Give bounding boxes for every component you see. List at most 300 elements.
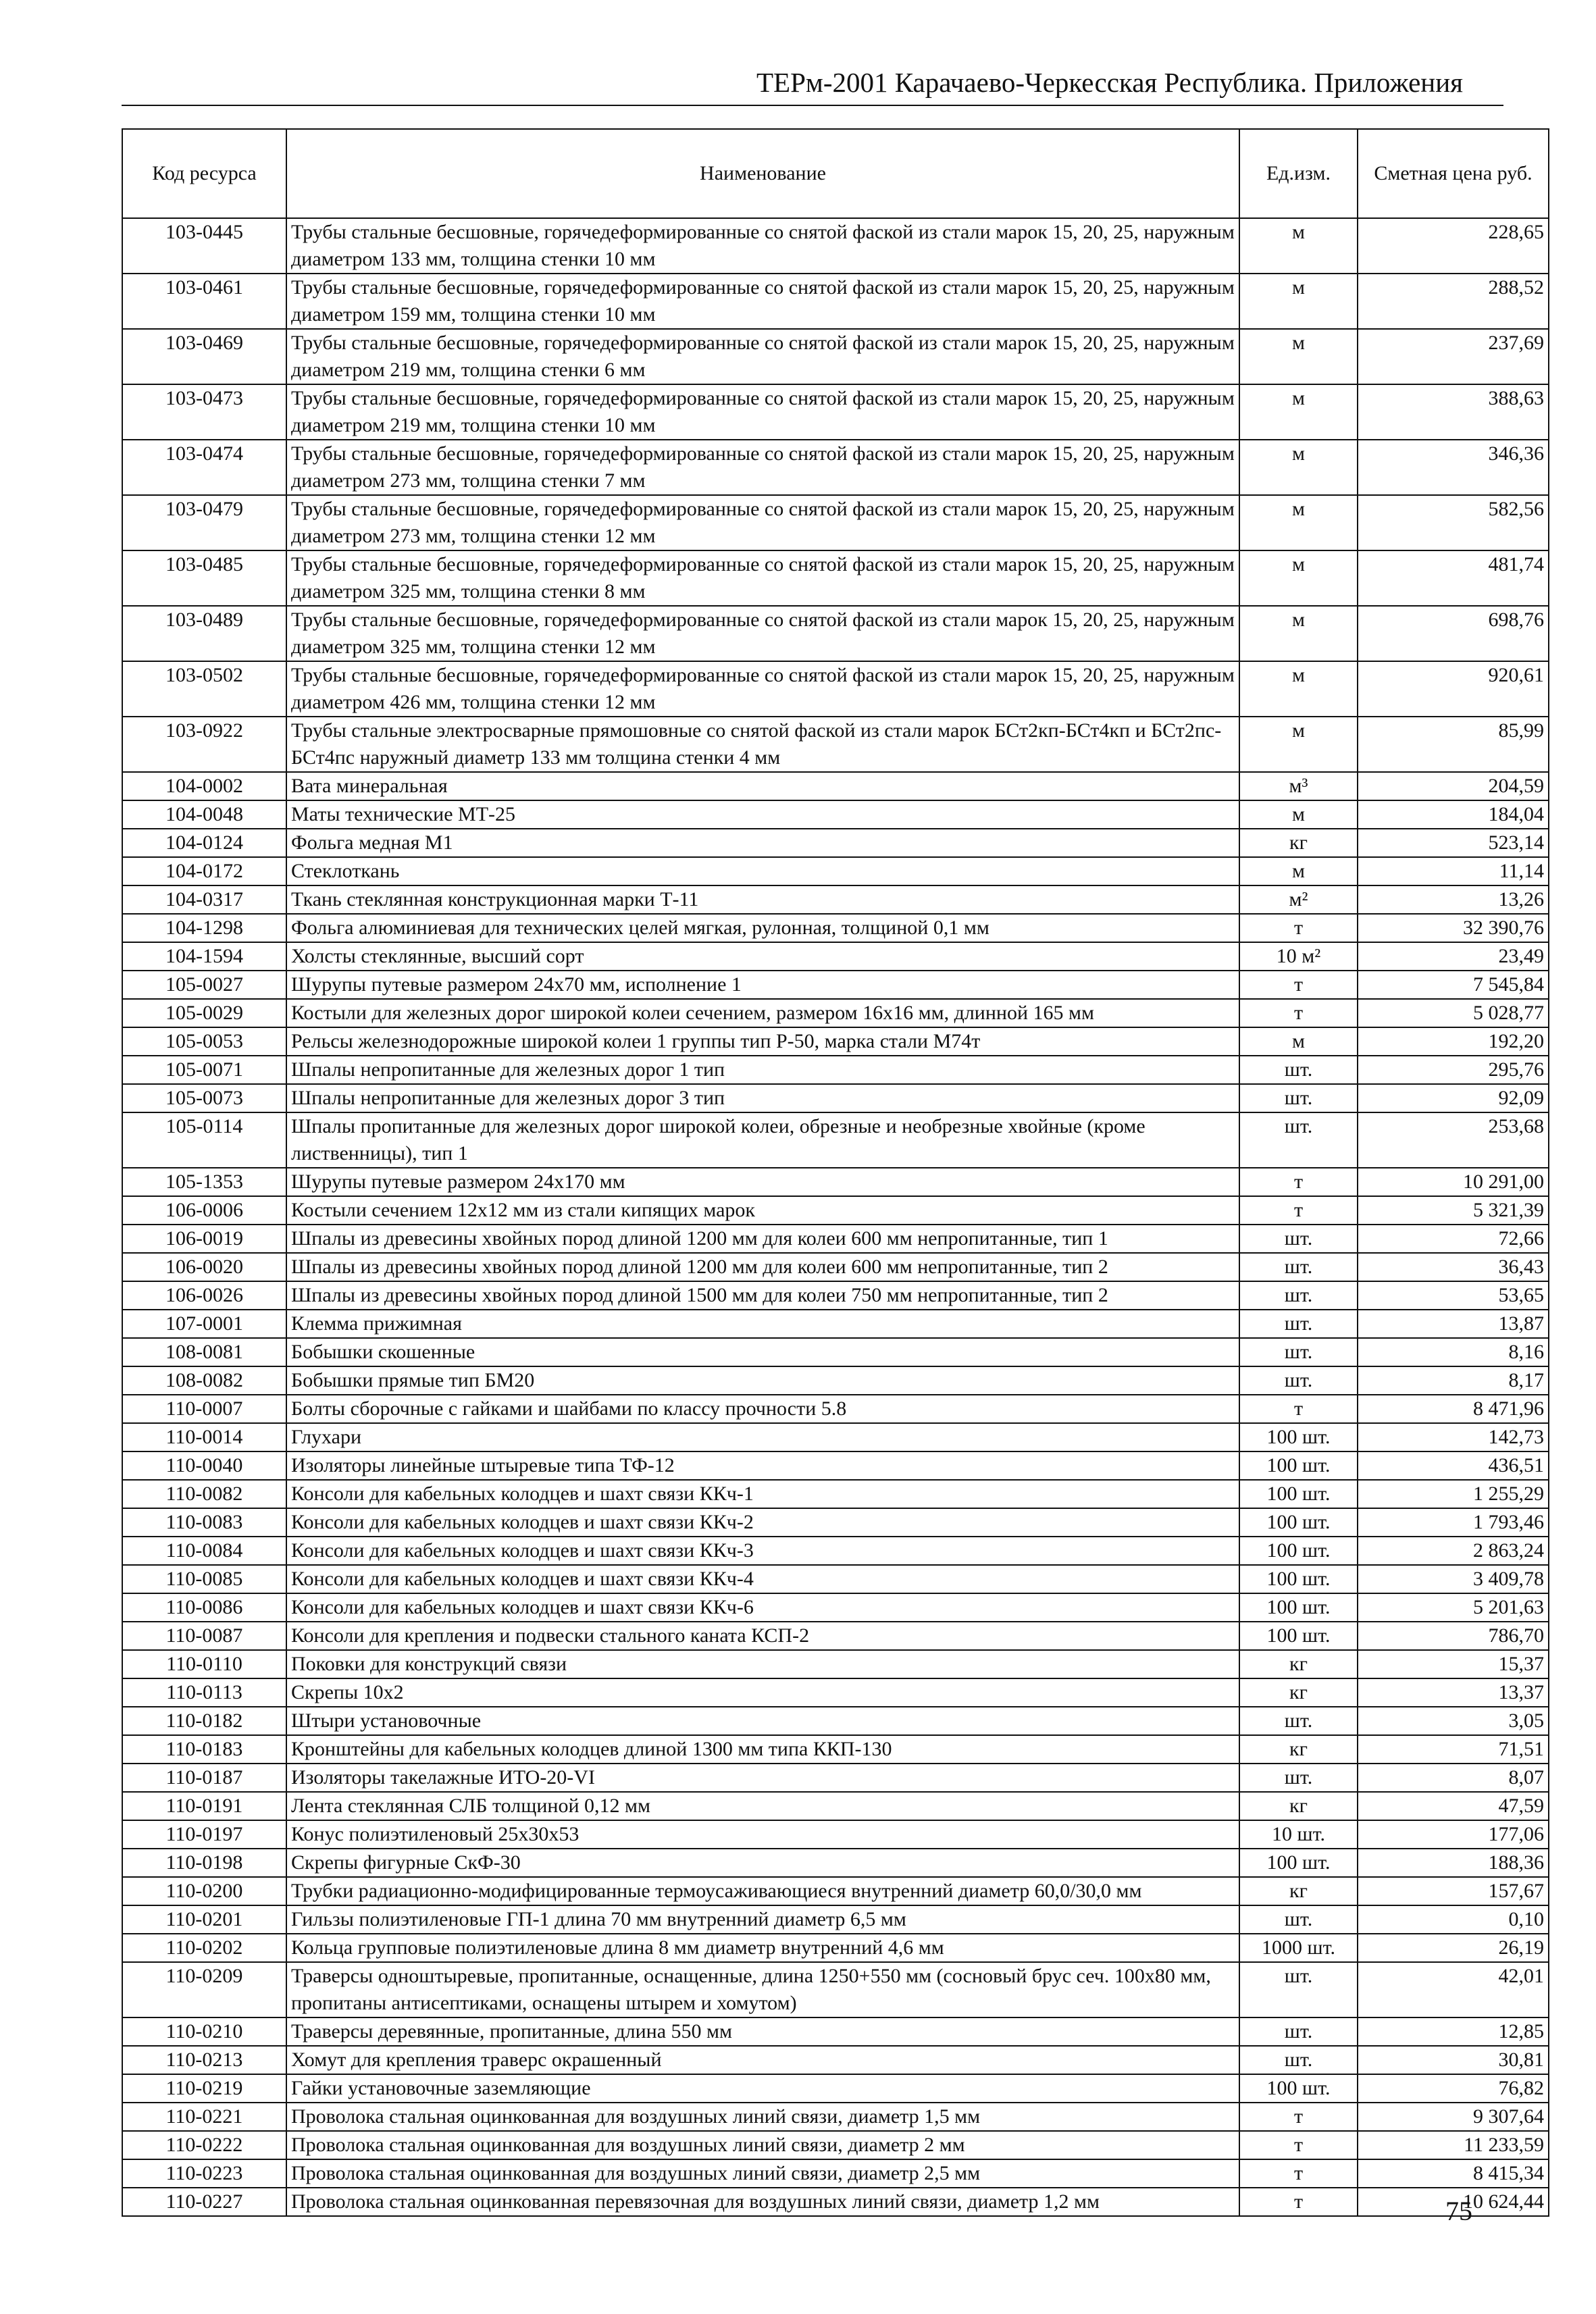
cell-price: 0,10 bbox=[1358, 1905, 1549, 1934]
cell-name: Изоляторы такелажные ИТО-20-VI bbox=[286, 1764, 1239, 1792]
cell-code: 103-0485 bbox=[122, 550, 286, 606]
cell-name: Проволока стальная оцинкованная перевязочная для воздушных линий связи, диаметр 1,2 мм bbox=[286, 2188, 1239, 2216]
cell-code: 110-0223 bbox=[122, 2159, 286, 2188]
cell-name: Трубы стальные бесшовные, горячедеформированные со снятой фаской из стали марок 15, 20, 25, наружным диаметром 159 мм, толщина стенки 10 мм bbox=[286, 274, 1239, 329]
table-row bbox=[122, 2074, 1549, 2103]
cell-unit: шт. bbox=[1239, 1338, 1358, 1366]
cell-unit: м bbox=[1239, 329, 1358, 384]
cell-name: Шпалы непропитанные для железных дорог 3 тип bbox=[286, 1084, 1239, 1112]
cell-code: 103-0502 bbox=[122, 661, 286, 717]
cell-name: Фольга медная М1 bbox=[286, 829, 1239, 857]
cell-price: 5 321,39 bbox=[1358, 1196, 1549, 1225]
cell-unit: т bbox=[1239, 2131, 1358, 2159]
cell-price: 204,59 bbox=[1358, 772, 1549, 800]
cell-name: Шурупы путевые размером 24х70 мм, исполнение 1 bbox=[286, 971, 1239, 999]
table-row bbox=[122, 772, 1549, 800]
cell-price: 2 863,24 bbox=[1358, 1537, 1549, 1565]
cell-unit: шт. bbox=[1239, 1253, 1358, 1281]
cell-price: 228,65 bbox=[1358, 218, 1549, 274]
cell-code: 106-0006 bbox=[122, 1196, 286, 1225]
cell-code: 105-0073 bbox=[122, 1084, 286, 1112]
cell-name: Шпалы непропитанные для железных дорог 1 тип bbox=[286, 1056, 1239, 1084]
cell-unit: т bbox=[1239, 999, 1358, 1027]
table-row bbox=[122, 1622, 1549, 1650]
table-row bbox=[122, 1735, 1549, 1764]
cell-name: Скрепы фигурные СкФ-30 bbox=[286, 1849, 1239, 1877]
cell-price: 8 415,34 bbox=[1358, 2159, 1549, 2188]
column-header-unit: Ед.изм. bbox=[1239, 129, 1358, 218]
cell-unit: кг bbox=[1239, 1735, 1358, 1764]
cell-code: 105-0114 bbox=[122, 1112, 286, 1168]
cell-code: 110-0187 bbox=[122, 1764, 286, 1792]
cell-price: 8,17 bbox=[1358, 1366, 1549, 1395]
cell-unit: м bbox=[1239, 495, 1358, 550]
cell-code: 110-0221 bbox=[122, 2103, 286, 2131]
cell-price: 523,14 bbox=[1358, 829, 1549, 857]
cell-name: Стеклоткань bbox=[286, 857, 1239, 885]
cell-unit: шт. bbox=[1239, 1084, 1358, 1112]
cell-name: Траверсы деревянные, пропитанные, длина 550 мм bbox=[286, 2017, 1239, 2046]
cell-name: Консоли для кабельных колодцев и шахт связи ККч-3 bbox=[286, 1537, 1239, 1565]
cell-price: 10 624,44 bbox=[1358, 2188, 1549, 2216]
cell-price: 47,59 bbox=[1358, 1792, 1549, 1820]
table-row bbox=[122, 857, 1549, 885]
cell-code: 106-0026 bbox=[122, 1281, 286, 1310]
cell-unit: м bbox=[1239, 440, 1358, 495]
cell-code: 103-0922 bbox=[122, 717, 286, 772]
cell-price: 388,63 bbox=[1358, 384, 1549, 440]
cell-name: Ткань стеклянная конструкционная марки Т-11 bbox=[286, 885, 1239, 914]
cell-price: 157,67 bbox=[1358, 1877, 1549, 1905]
table-row bbox=[122, 1820, 1549, 1849]
cell-name: Изоляторы линейные штыревые типа ТФ-12 bbox=[286, 1451, 1239, 1480]
column-header-code: Код ресурса bbox=[122, 129, 286, 218]
cell-unit: 100 шт. bbox=[1239, 1565, 1358, 1593]
table-row bbox=[122, 329, 1549, 384]
cell-unit: 100 шт. bbox=[1239, 1451, 1358, 1480]
cell-price: 1 255,29 bbox=[1358, 1480, 1549, 1508]
cell-code: 107-0001 bbox=[122, 1310, 286, 1338]
cell-code: 103-0474 bbox=[122, 440, 286, 495]
cell-code: 110-0202 bbox=[122, 1934, 286, 1962]
cell-unit: м bbox=[1239, 606, 1358, 661]
cell-price: 71,51 bbox=[1358, 1735, 1549, 1764]
cell-code: 110-0210 bbox=[122, 2017, 286, 2046]
cell-unit: шт. bbox=[1239, 1905, 1358, 1934]
table-row bbox=[122, 661, 1549, 717]
table-row bbox=[122, 1084, 1549, 1112]
table-body bbox=[122, 218, 1549, 2216]
cell-code: 110-0213 bbox=[122, 2046, 286, 2074]
cell-code: 110-0084 bbox=[122, 1537, 286, 1565]
table-row bbox=[122, 1480, 1549, 1508]
cell-name: Клемма прижимная bbox=[286, 1310, 1239, 1338]
table-row bbox=[122, 1508, 1549, 1537]
column-header-price: Сметная цена руб. bbox=[1358, 129, 1549, 218]
cell-name: Гильзы полиэтиленовые ГП-1 длина 70 мм внутренний диаметр 6,5 мм bbox=[286, 1905, 1239, 1934]
cell-unit: м bbox=[1239, 218, 1358, 274]
cell-code: 110-0198 bbox=[122, 1849, 286, 1877]
cell-price: 76,82 bbox=[1358, 2074, 1549, 2103]
cell-price: 23,49 bbox=[1358, 942, 1549, 971]
cell-code: 110-0110 bbox=[122, 1650, 286, 1678]
cell-unit: м³ bbox=[1239, 772, 1358, 800]
table-row bbox=[122, 1196, 1549, 1225]
cell-name: Вата минеральная bbox=[286, 772, 1239, 800]
cell-price: 8,16 bbox=[1358, 1338, 1549, 1366]
cell-unit: 10 м² bbox=[1239, 942, 1358, 971]
cell-name: Конус полиэтиленовый 25х30х53 bbox=[286, 1820, 1239, 1849]
cell-code: 103-0479 bbox=[122, 495, 286, 550]
cell-price: 13,26 bbox=[1358, 885, 1549, 914]
table-row bbox=[122, 440, 1549, 495]
cell-unit: шт. bbox=[1239, 2017, 1358, 2046]
cell-unit: шт. bbox=[1239, 1764, 1358, 1792]
cell-code: 108-0081 bbox=[122, 1338, 286, 1366]
cell-code: 103-0469 bbox=[122, 329, 286, 384]
cell-unit: шт. bbox=[1239, 1310, 1358, 1338]
cell-name: Гайки установочные заземляющие bbox=[286, 2074, 1239, 2103]
cell-code: 110-0083 bbox=[122, 1508, 286, 1537]
table-row bbox=[122, 1395, 1549, 1423]
cell-code: 104-0172 bbox=[122, 857, 286, 885]
table-row bbox=[122, 1310, 1549, 1338]
cell-price: 32 390,76 bbox=[1358, 914, 1549, 942]
table-row bbox=[122, 942, 1549, 971]
cell-name: Трубы стальные бесшовные, горячедеформированные со снятой фаской из стали марок 15, 20, 25, наружным диаметром 219 мм, толщина стенки 6 мм bbox=[286, 329, 1239, 384]
cell-name: Рельсы железнодорожные широкой колеи 1 группы тип Р-50, марка стали М74т bbox=[286, 1027, 1239, 1056]
table-row bbox=[122, 1451, 1549, 1480]
cell-code: 103-0473 bbox=[122, 384, 286, 440]
cell-unit: м bbox=[1239, 550, 1358, 606]
cell-unit: кг bbox=[1239, 829, 1358, 857]
cell-name: Консоли для кабельных колодцев и шахт связи ККч-1 bbox=[286, 1480, 1239, 1508]
table-row bbox=[122, 218, 1549, 274]
cell-name: Проволока стальная оцинкованная для воздушных линий связи, диаметр 2 мм bbox=[286, 2131, 1239, 2159]
table-row bbox=[122, 1027, 1549, 1056]
page-header-title: ТЕРм-2001 Карачаево-Черкесская Республика. Приложения bbox=[756, 67, 1464, 98]
cell-name: Траверсы одноштыревые, пропитанные, оснащенные, длина 1250+550 мм (сосновый брус сеч. 100х80 мм, пропитаны антисептиками, оснащены штырем и хомутом) bbox=[286, 1962, 1239, 2017]
table-row bbox=[122, 1168, 1549, 1196]
cell-code: 110-0191 bbox=[122, 1792, 286, 1820]
cell-code: 103-0445 bbox=[122, 218, 286, 274]
cell-price: 26,19 bbox=[1358, 1934, 1549, 1962]
cell-price: 53,65 bbox=[1358, 1281, 1549, 1310]
table-row bbox=[122, 384, 1549, 440]
table-row bbox=[122, 1877, 1549, 1905]
table-row bbox=[122, 1905, 1549, 1934]
page-number: 75 bbox=[1445, 2196, 1472, 2226]
cell-unit: шт. bbox=[1239, 1225, 1358, 1253]
cell-unit: м bbox=[1239, 661, 1358, 717]
cell-code: 105-0071 bbox=[122, 1056, 286, 1084]
cell-price: 15,37 bbox=[1358, 1650, 1549, 1678]
cell-price: 288,52 bbox=[1358, 274, 1549, 329]
cell-price: 9 307,64 bbox=[1358, 2103, 1549, 2131]
cell-name: Консоли для кабельных колодцев и шахт связи ККч-2 bbox=[286, 1508, 1239, 1537]
cell-name: Фольга алюминиевая для технических целей мягкая, рулонная, толщиной 0,1 мм bbox=[286, 914, 1239, 942]
cell-unit: шт. bbox=[1239, 1112, 1358, 1168]
cell-unit: кг bbox=[1239, 1650, 1358, 1678]
cell-price: 142,73 bbox=[1358, 1423, 1549, 1451]
cell-unit: м bbox=[1239, 384, 1358, 440]
cell-price: 11,14 bbox=[1358, 857, 1549, 885]
cell-unit: шт. bbox=[1239, 1366, 1358, 1395]
cell-name: Штыри установочные bbox=[286, 1707, 1239, 1735]
cell-unit: м bbox=[1239, 274, 1358, 329]
table-row bbox=[122, 2159, 1549, 2188]
table-row bbox=[122, 1707, 1549, 1735]
cell-name: Консоли для кабельных колодцев и шахт связи ККч-4 bbox=[286, 1565, 1239, 1593]
cell-unit: т bbox=[1239, 914, 1358, 942]
table-row bbox=[122, 1650, 1549, 1678]
cell-unit: шт. bbox=[1239, 2046, 1358, 2074]
cell-unit: т bbox=[1239, 971, 1358, 999]
cell-name: Трубы стальные бесшовные, горячедеформированные со снятой фаской из стали марок 15, 20, 25, наружным диаметром 273 мм, толщина стенки 7 мм bbox=[286, 440, 1239, 495]
table-row bbox=[122, 999, 1549, 1027]
cell-name: Консоли для крепления и подвески стального каната КСП-2 bbox=[286, 1622, 1239, 1650]
cell-name: Шурупы путевые размером 24х170 мм bbox=[286, 1168, 1239, 1196]
cell-unit: 100 шт. bbox=[1239, 1622, 1358, 1650]
cell-price: 920,61 bbox=[1358, 661, 1549, 717]
cell-code: 110-0201 bbox=[122, 1905, 286, 1934]
cell-price: 30,81 bbox=[1358, 2046, 1549, 2074]
cell-price: 10 291,00 bbox=[1358, 1168, 1549, 1196]
cell-name: Кронштейны для кабельных колодцев длиной 1300 мм типа ККП-130 bbox=[286, 1735, 1239, 1764]
cell-unit: 100 шт. bbox=[1239, 2074, 1358, 2103]
table-row bbox=[122, 1764, 1549, 1792]
cell-code: 110-0182 bbox=[122, 1707, 286, 1735]
cell-code: 110-0200 bbox=[122, 1877, 286, 1905]
cell-name: Трубы стальные бесшовные, горячедеформированные со снятой фаской из стали марок 15, 20, 25, наружным диаметром 325 мм, толщина стенки 12 мм bbox=[286, 606, 1239, 661]
cell-code: 110-0222 bbox=[122, 2131, 286, 2159]
cell-code: 105-1353 bbox=[122, 1168, 286, 1196]
cell-name: Шпалы из древесины хвойных пород длиной 1200 мм для колеи 600 мм непропитанные, тип 1 bbox=[286, 1225, 1239, 1253]
cell-name: Холсты стеклянные, высший сорт bbox=[286, 942, 1239, 971]
cell-unit: 100 шт. bbox=[1239, 1849, 1358, 1877]
cell-name: Трубы стальные бесшовные, горячедеформированные со снятой фаской из стали марок 15, 20, 25, наружным диаметром 133 мм, толщина стенки 10 мм bbox=[286, 218, 1239, 274]
table-row bbox=[122, 1593, 1549, 1622]
table-row bbox=[122, 1792, 1549, 1820]
cell-price: 85,99 bbox=[1358, 717, 1549, 772]
cell-price: 36,43 bbox=[1358, 1253, 1549, 1281]
cell-code: 105-0029 bbox=[122, 999, 286, 1027]
cell-name: Болты сборочные с гайками и шайбами по классу прочности 5.8 bbox=[286, 1395, 1239, 1423]
cell-name: Шпалы пропитанные для железных дорог широкой колеи, обрезные и необрезные хвойные (кроме лиственницы), тип 1 bbox=[286, 1112, 1239, 1168]
cell-unit: 100 шт. bbox=[1239, 1480, 1358, 1508]
column-header-name: Наименование bbox=[286, 129, 1239, 218]
cell-code: 104-1594 bbox=[122, 942, 286, 971]
cell-price: 786,70 bbox=[1358, 1622, 1549, 1650]
cell-price: 8,07 bbox=[1358, 1764, 1549, 1792]
header-rule bbox=[122, 105, 1503, 106]
cell-unit: шт. bbox=[1239, 1707, 1358, 1735]
cell-name: Кольца групповые полиэтиленовые длина 8 мм диаметр внутренний 4,6 мм bbox=[286, 1934, 1239, 1962]
cell-name: Костыли сечением 12х12 мм из стали кипящих марок bbox=[286, 1196, 1239, 1225]
cell-name: Скрепы 10х2 bbox=[286, 1678, 1239, 1707]
cell-code: 110-0014 bbox=[122, 1423, 286, 1451]
table-row bbox=[122, 800, 1549, 829]
cell-price: 237,69 bbox=[1358, 329, 1549, 384]
cell-price: 3 409,78 bbox=[1358, 1565, 1549, 1593]
table-header-row bbox=[122, 129, 1549, 218]
cell-name: Трубы стальные бесшовные, горячедеформированные со снятой фаской из стали марок 15, 20, 25, наружным диаметром 325 мм, толщина стенки 8 мм bbox=[286, 550, 1239, 606]
cell-price: 11 233,59 bbox=[1358, 2131, 1549, 2159]
cell-unit: кг bbox=[1239, 1877, 1358, 1905]
cell-unit: м bbox=[1239, 800, 1358, 829]
cell-price: 72,66 bbox=[1358, 1225, 1549, 1253]
cell-code: 104-0317 bbox=[122, 885, 286, 914]
table-row bbox=[122, 1934, 1549, 1962]
cell-price: 698,76 bbox=[1358, 606, 1549, 661]
table-row bbox=[122, 885, 1549, 914]
cell-unit: шт. bbox=[1239, 1056, 1358, 1084]
table-row bbox=[122, 1281, 1549, 1310]
cell-price: 436,51 bbox=[1358, 1451, 1549, 1480]
cell-unit: 100 шт. bbox=[1239, 1423, 1358, 1451]
cell-price: 13,37 bbox=[1358, 1678, 1549, 1707]
table-row bbox=[122, 495, 1549, 550]
cell-unit: т bbox=[1239, 1196, 1358, 1225]
table-row bbox=[122, 1253, 1549, 1281]
cell-price: 188,36 bbox=[1358, 1849, 1549, 1877]
cell-code: 110-0085 bbox=[122, 1565, 286, 1593]
cell-code: 103-0461 bbox=[122, 274, 286, 329]
table-row bbox=[122, 2103, 1549, 2131]
cell-name: Трубы стальные бесшовные, горячедеформированные со снятой фаской из стали марок 15, 20, 25, наружным диаметром 426 мм, толщина стенки 12 мм bbox=[286, 661, 1239, 717]
cell-unit: т bbox=[1239, 1395, 1358, 1423]
cell-code: 104-0048 bbox=[122, 800, 286, 829]
cell-unit: шт. bbox=[1239, 1281, 1358, 1310]
cell-code: 110-0197 bbox=[122, 1820, 286, 1849]
cell-price: 346,36 bbox=[1358, 440, 1549, 495]
cell-unit: кг bbox=[1239, 1678, 1358, 1707]
cell-code: 110-0086 bbox=[122, 1593, 286, 1622]
cell-code: 108-0082 bbox=[122, 1366, 286, 1395]
table-row bbox=[122, 1537, 1549, 1565]
table-row bbox=[122, 1225, 1549, 1253]
cell-price: 481,74 bbox=[1358, 550, 1549, 606]
table-row bbox=[122, 2046, 1549, 2074]
cell-price: 42,01 bbox=[1358, 1962, 1549, 2017]
cell-name: Проволока стальная оцинкованная для воздушных линий связи, диаметр 1,5 мм bbox=[286, 2103, 1239, 2131]
cell-price: 582,56 bbox=[1358, 495, 1549, 550]
table-row bbox=[122, 1962, 1549, 2017]
cell-price: 12,85 bbox=[1358, 2017, 1549, 2046]
cell-unit: м bbox=[1239, 717, 1358, 772]
table-row bbox=[122, 829, 1549, 857]
table-row bbox=[122, 1366, 1549, 1395]
cell-unit: 100 шт. bbox=[1239, 1593, 1358, 1622]
cell-code: 110-0227 bbox=[122, 2188, 286, 2216]
cell-unit: т bbox=[1239, 2188, 1358, 2216]
cell-code: 103-0489 bbox=[122, 606, 286, 661]
cell-price: 8 471,96 bbox=[1358, 1395, 1549, 1423]
cell-unit: шт. bbox=[1239, 1962, 1358, 2017]
cell-price: 7 545,84 bbox=[1358, 971, 1549, 999]
cell-name: Трубки радиационно-модифицированные термоусаживающиеся внутренний диаметр 60,0/30,0 мм bbox=[286, 1877, 1239, 1905]
cell-name: Консоли для кабельных колодцев и шахт связи ККч-6 bbox=[286, 1593, 1239, 1622]
cell-code: 110-0087 bbox=[122, 1622, 286, 1650]
cell-price: 13,87 bbox=[1358, 1310, 1549, 1338]
cell-price: 177,06 bbox=[1358, 1820, 1549, 1849]
cell-code: 104-0124 bbox=[122, 829, 286, 857]
cell-price: 5 201,63 bbox=[1358, 1593, 1549, 1622]
table-row bbox=[122, 2131, 1549, 2159]
table-row bbox=[122, 274, 1549, 329]
cell-price: 253,68 bbox=[1358, 1112, 1549, 1168]
cell-name: Костыли для железных дорог широкой колеи сечением, размером 16х16 мм, длинной 165 мм bbox=[286, 999, 1239, 1027]
cell-code: 110-0007 bbox=[122, 1395, 286, 1423]
cell-unit: 100 шт. bbox=[1239, 1508, 1358, 1537]
cell-code: 110-0040 bbox=[122, 1451, 286, 1480]
table-row bbox=[122, 1056, 1549, 1084]
cell-unit: 10 шт. bbox=[1239, 1820, 1358, 1849]
cell-code: 110-0183 bbox=[122, 1735, 286, 1764]
cell-code: 110-0113 bbox=[122, 1678, 286, 1707]
cell-code: 110-0219 bbox=[122, 2074, 286, 2103]
cell-code: 106-0019 bbox=[122, 1225, 286, 1253]
cell-code: 110-0082 bbox=[122, 1480, 286, 1508]
cell-price: 3,05 bbox=[1358, 1707, 1549, 1735]
table-row bbox=[122, 1678, 1549, 1707]
table-row bbox=[122, 1849, 1549, 1877]
resource-price-table bbox=[122, 128, 1549, 2217]
cell-code: 104-1298 bbox=[122, 914, 286, 942]
cell-name: Шпалы из древесины хвойных пород длиной 1500 мм для колеи 750 мм непропитанные, тип 2 bbox=[286, 1281, 1239, 1310]
cell-name: Бобышки скошенные bbox=[286, 1338, 1239, 1366]
cell-name: Поковки для конструкций связи bbox=[286, 1650, 1239, 1678]
cell-price: 295,76 bbox=[1358, 1056, 1549, 1084]
cell-name: Шпалы из древесины хвойных пород длиной 1200 мм для колеи 600 мм непропитанные, тип 2 bbox=[286, 1253, 1239, 1281]
table-row bbox=[122, 1423, 1549, 1451]
table-row bbox=[122, 606, 1549, 661]
cell-name: Лента стеклянная СЛБ толщиной 0,12 мм bbox=[286, 1792, 1239, 1820]
cell-code: 110-0209 bbox=[122, 1962, 286, 2017]
cell-code: 105-0027 bbox=[122, 971, 286, 999]
table-row bbox=[122, 2017, 1549, 2046]
cell-unit: м bbox=[1239, 1027, 1358, 1056]
cell-name: Трубы стальные бесшовные, горячедеформированные со снятой фаской из стали марок 15, 20, 25, наружным диаметром 273 мм, толщина стенки 12 мм bbox=[286, 495, 1239, 550]
cell-name: Трубы стальные бесшовные, горячедеформированные со снятой фаской из стали марок 15, 20, 25, наружным диаметром 219 мм, толщина стенки 10 мм bbox=[286, 384, 1239, 440]
cell-unit: м² bbox=[1239, 885, 1358, 914]
cell-price: 1 793,46 bbox=[1358, 1508, 1549, 1537]
cell-name: Маты технические МТ-25 bbox=[286, 800, 1239, 829]
cell-code: 104-0002 bbox=[122, 772, 286, 800]
cell-unit: т bbox=[1239, 2159, 1358, 2188]
cell-name: Глухари bbox=[286, 1423, 1239, 1451]
cell-price: 5 028,77 bbox=[1358, 999, 1549, 1027]
cell-name: Хомут для крепления траверс окрашенный bbox=[286, 2046, 1239, 2074]
cell-code: 106-0020 bbox=[122, 1253, 286, 1281]
table-row bbox=[122, 914, 1549, 942]
cell-unit: т bbox=[1239, 2103, 1358, 2131]
cell-price: 92,09 bbox=[1358, 1084, 1549, 1112]
cell-name: Бобышки прямые тип БМ20 bbox=[286, 1366, 1239, 1395]
table-row bbox=[122, 717, 1549, 772]
cell-unit: 1000 шт. bbox=[1239, 1934, 1358, 1962]
cell-price: 184,04 bbox=[1358, 800, 1549, 829]
cell-unit: м bbox=[1239, 857, 1358, 885]
table-row bbox=[122, 1112, 1549, 1168]
cell-price: 192,20 bbox=[1358, 1027, 1549, 1056]
table-row bbox=[122, 1565, 1549, 1593]
cell-code: 105-0053 bbox=[122, 1027, 286, 1056]
table-row bbox=[122, 550, 1549, 606]
table-row bbox=[122, 2188, 1549, 2216]
cell-unit: 100 шт. bbox=[1239, 1537, 1358, 1565]
cell-name: Проволока стальная оцинкованная для воздушных линий связи, диаметр 2,5 мм bbox=[286, 2159, 1239, 2188]
